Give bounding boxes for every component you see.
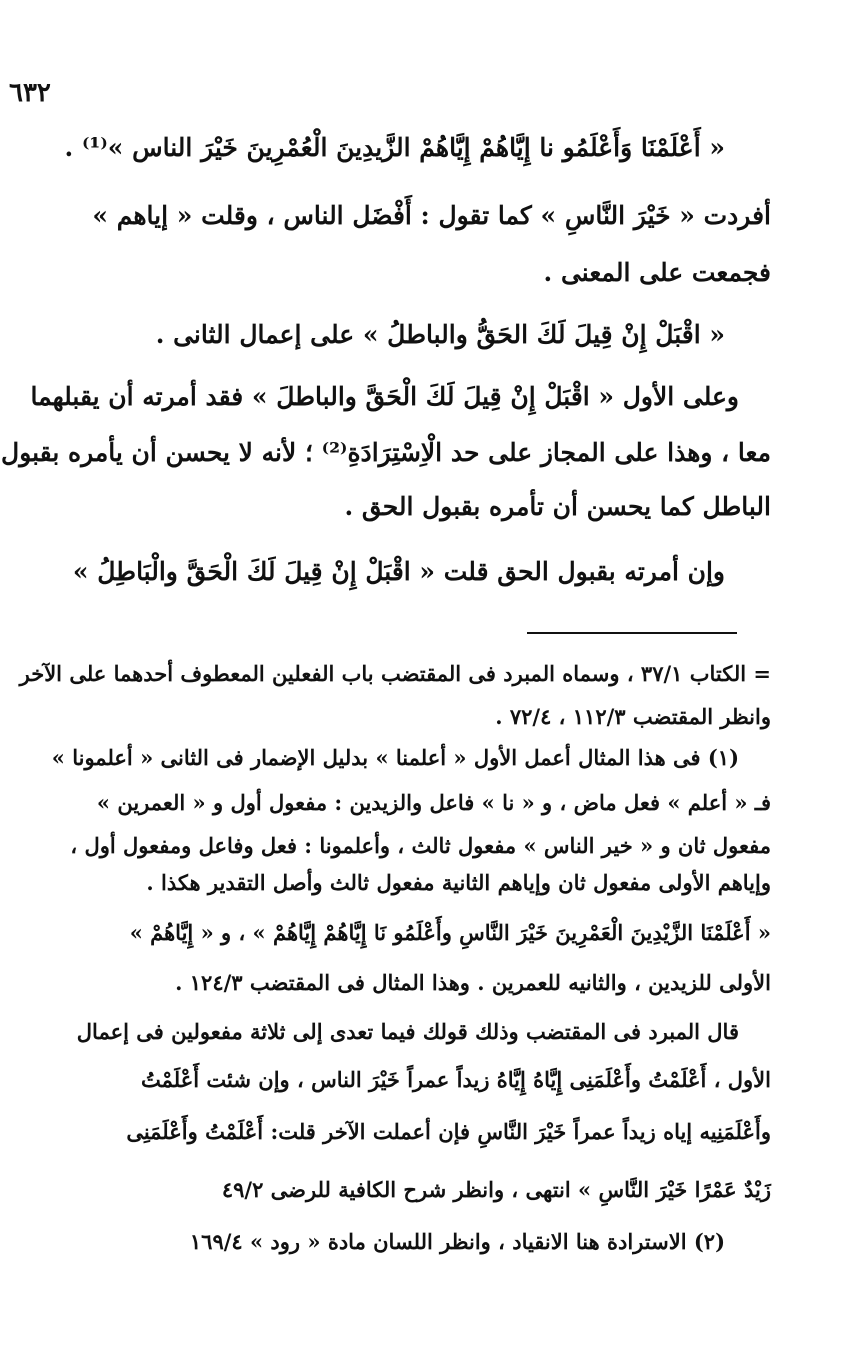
footnote-line-9: قال المبرد فى المقتضب وذلك قولك فيما تعدى إلى ثلاثة مفعولين فى إعمال [76, 1019, 739, 1044]
body-line-2: أفردت « خَيْرَ النَّاسِ » كما تقول : أَفْضَل الناس ، وقلت « إياهم » [92, 201, 771, 230]
body-line-4: « اقْبَلْ إِنْ قِيلَ لَكَ الحَقُّ والباطلُ » على إعمال الثانى . [155, 320, 725, 349]
footnote-separator [527, 632, 737, 634]
body-line-1: « أَعْلَمْنَا وَأَعْلَمُو نا إِيَّاهُمْ إِيَّاهُمْ الزَّيدِينَ الْعُمْرِينَ خَيْرَ الناس »⁽¹⁾ . [64, 133, 725, 162]
footnote-line-12: زَيْدٌ عَمْرًا خَيْرَ النَّاسِ » انتهى ، وانظر شرح الكافية للرضى ٤٩/٢ [221, 1177, 771, 1202]
footnote-line-13: (٢) الاسترادة هنا الانقياد ، وانظر اللسان مادة « رود » ١٦٩/٤ [189, 1229, 725, 1254]
footnote-line-3: (١) فى هذا المثال أعمل الأول « أعلمنا » بدليل الإضمار فى الثانى « أعلمونا » [51, 745, 739, 770]
page-number: ٦٣٢ [9, 78, 51, 108]
footnote-line-11: وأَعْلَمَنِيه إياه زيداً عمراً خَيْرَ النَّاسِ فإن أعملت الآخر قلت: أَعْلَمْتُ وأَعْلَمَنِى [126, 1119, 771, 1144]
footnote-line-4: فـ « أعلم » فعل ماض ، و « نا » فاعل والزيدين : مفعول أول و « العمرين » [96, 790, 771, 815]
body-line-7: الباطل كما يحسن أن تأمره بقبول الحق . [344, 492, 771, 521]
body-line-5: وعلى الأول « اقْبَلْ إِنْ قِيلَ لَكَ الْحَقَّ والباطلَ » فقد أمرته أن يقبلهما [30, 382, 739, 411]
footnote-line-6: وإياهم الأولى مفعول ثان وإياهم الثانية مفعول ثالث وأصل التقدير هكذا . [146, 870, 771, 895]
body-line-6: معا ، وهذا على المجاز على حد الْاِسْتِرَادَةِ⁽²⁾ ؛ لأنه لا يحسن أن يأمره بقبول [1, 438, 771, 467]
footnote-line-1: = الكتاب ٣٧/١ ، وسماه المبرد فى المقتضب باب الفعلين المعطوف أحدهما على الآخر [19, 661, 771, 686]
footnote-line-8: الأولى للزيدين ، والثانيه للعمرين . وهذا المثال فى المقتضب ١٢٤/٣ . [175, 970, 771, 995]
body-line-3: فجمعت على المعنى . [543, 258, 771, 287]
body-line-8: وإن أمرته بقبول الحق قلت « اقْبَلْ إِنْ قِيلَ لَكَ الْحَقَّ والْبَاطِلُ » [72, 557, 725, 586]
footnote-line-2: وانظر المقتضب ١١٢/٣ ، ٧٢/٤ . [495, 704, 771, 729]
footnote-line-5: مفعول ثان و « خير الناس » مفعول ثالث ، وأعلمونا : فعل وفاعل ومفعول أول ، [70, 833, 771, 858]
footnote-line-7: « أَعْلَمْنَا الزَّيْدِينَ الْعَمْرِينَ خَيْرَ النَّاسِ وأَعْلَمُو نَا إِيَّاهُمْ إِيَّاهُمْ » ، و « إِيَّاهُمْ » [129, 920, 771, 945]
footnote-line-10: الأول ، أَعْلَمْتُ وأَعْلَمَنِى إِيَّاهُ إِيَّاهُ زيداً عمراً خَيْرَ الناس ، وإن شئت أَعْلَمْتُ [141, 1067, 771, 1092]
